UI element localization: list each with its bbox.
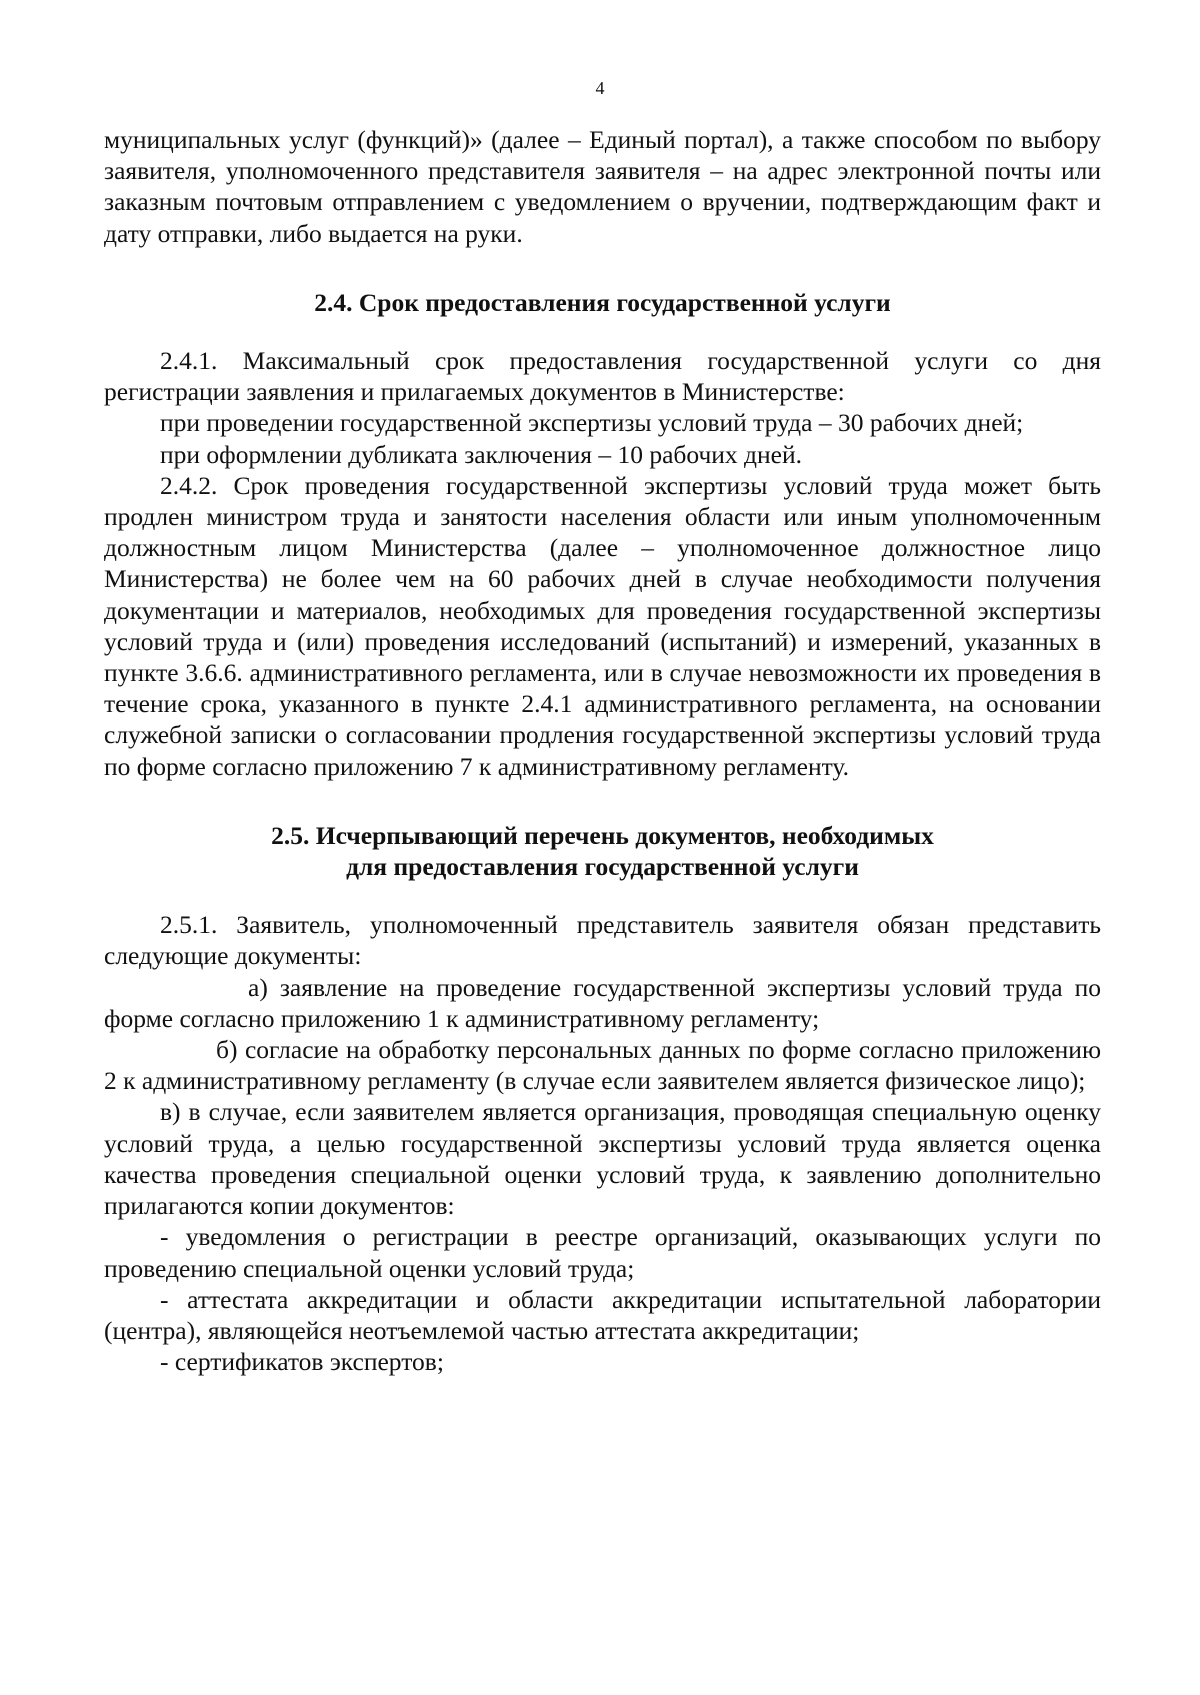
paragraph-2-4-2: 2.4.2. Срок проведения государственной экспертизы условий труда может быть продлен министром труда и занятости населения области или иным уполномоченным должностным лицом Министерства (далее – уполномоченное должностное лицо Министерства) не более чем на 60 рабочих дней в случае необходимости получения документации и материалов, необходимых для проведения государственной экспертизы условий труда и (или) проведения исследований (испытаний) и измерений, указанных в пункте 3.6.6. административного регламента, или в случае невозможности их проведения в течение срока, указанного в пункте 2.4.1 административного регламента, на основании служебной записки о согласовании продления государственной экспертизы условий труда по форме согласно приложению 7 к административному регламенту. <box>104 470 1101 781</box>
paragraph-expertise-term: при проведении государственной экспертизы условий труда – 30 рабочих дней; <box>160 408 1024 438</box>
section-2-5-heading-line2: для предоставления государственной услуги <box>346 852 859 882</box>
list-item-a-text: заявление на проведение государственной экспертизы условий труда по форме согласно приложению 1 к административному регламенту; <box>104 972 1101 1033</box>
dash-item-accreditation: - аттестата аккредитации и области аккредитации испытательной лаборатории (центра), являющейся неотъемлемой частью аттестата аккредитации; <box>104 1284 1101 1345</box>
section-2-5-heading-line1: 2.5. Исчерпывающий перечень документов, необходимых <box>271 820 934 850</box>
paragraph-duplicate-term: при оформлении дубликата заключения – 10 рабочих дней. <box>160 439 803 469</box>
paragraph-2-5-1: 2.5.1. Заявитель, уполномоченный представитель заявителя обязан представить следующие документы: <box>104 910 1101 971</box>
list-marker-a: а) <box>248 972 268 1002</box>
list-item-b-text: согласие на обработку персональных данных по форме согласно приложению 2 к административному регламенту (в случае если заявителем является физическое лицо); <box>104 1035 1101 1096</box>
list-item-c: в) в случае, если заявителем является организация, проводящая специальную оценку условий труда, а целью государственной экспертизы условий труда является оценка качества проведения специальной оценки условий труда, к заявлению дополнительно прилагаются копии документов: <box>104 1097 1101 1221</box>
dash-item-registry-notice: - уведомления о регистрации в реестре организаций, оказывающих услуги по проведению специальной оценки условий труда; <box>104 1222 1101 1283</box>
dash-item-expert-certificates: - сертификатов экспертов; <box>160 1347 444 1377</box>
page-number: 4 <box>595 78 605 98</box>
section-2-4-heading: 2.4. Срок предоставления государственной услуги <box>314 287 891 317</box>
document-body <box>104 124 1101 1377</box>
list-item-a <box>104 972 1101 1034</box>
section-2-5-heading <box>104 820 1101 882</box>
list-item-b <box>104 1034 1101 1096</box>
list-marker-b: б) <box>216 1035 238 1065</box>
paragraph-2-4-1: 2.4.1. Максимальный срок предоставления государственной услуги со дня регистрации заявления и прилагаемых документов в Министерстве: <box>104 346 1101 407</box>
paragraph-continuation: муниципальных услуг (функций)» (далее – Единый портал), а также способом по выбору заявителя, уполномоченного представителя заявителя – на адрес электронной почты или заказным почтовым отправлением с уведомлением о вручении, подтверждающим факт и дату отправки, либо выдается на руки. <box>104 125 1101 248</box>
